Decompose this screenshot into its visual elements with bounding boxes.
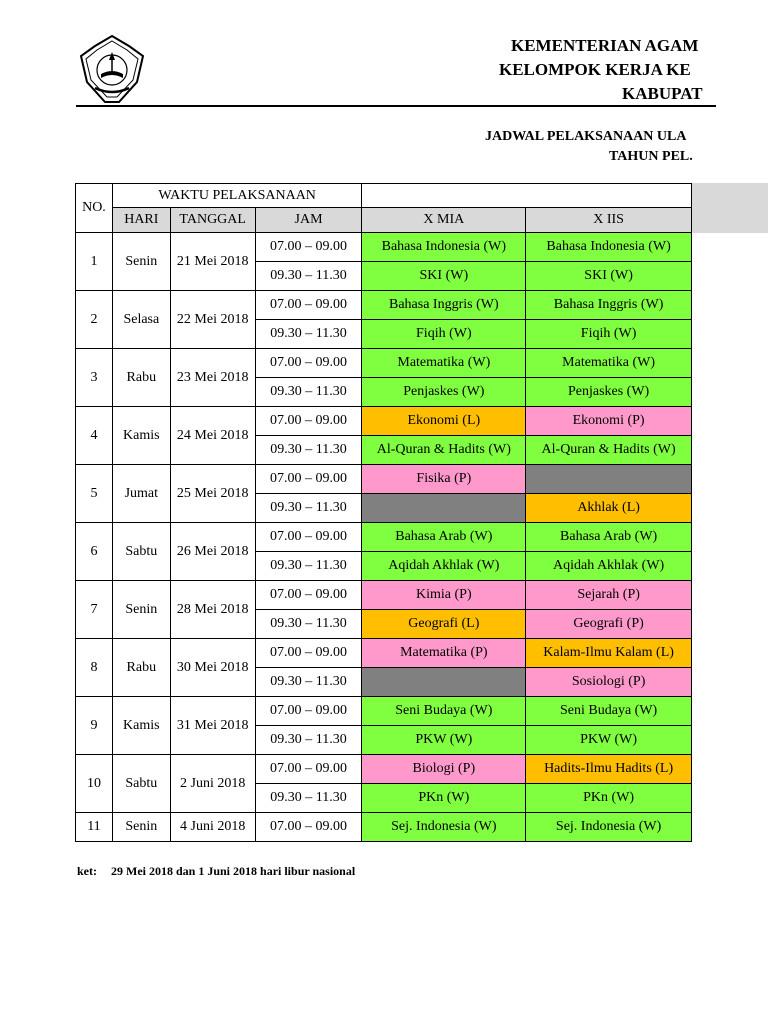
subject-x-iis: Sej. Indonesia (W) xyxy=(526,813,692,842)
exam-date: 24 Mei 2018 xyxy=(170,407,255,465)
subject-x-iis: Fiqih (W) xyxy=(526,320,692,349)
subject-x-mia: Sej. Indonesia (W) xyxy=(362,813,526,842)
subject-x-iis: Seni Budaya (W) xyxy=(526,697,692,726)
footnote-text: 29 Mei 2018 dan 1 Juni 2018 hari libur nasional xyxy=(111,864,356,878)
exam-time: 07.00 – 09.00 xyxy=(255,813,362,842)
exam-date: 25 Mei 2018 xyxy=(170,465,255,523)
exam-time: 09.30 – 11.30 xyxy=(255,668,362,697)
subject-x-iis: Hadits-Ilmu Hadits (L) xyxy=(526,755,692,784)
day-name: Rabu xyxy=(112,639,170,697)
exam-time: 07.00 – 09.00 xyxy=(255,407,362,436)
table-row xyxy=(76,581,692,610)
day-number: 6 xyxy=(76,523,113,581)
subject-x-iis: Akhlak (L) xyxy=(526,494,692,523)
subject-x-iis: Bahasa Arab (W) xyxy=(526,523,692,552)
table-row xyxy=(76,233,692,262)
day-name: Rabu xyxy=(112,349,170,407)
day-name: Kamis xyxy=(112,697,170,755)
subject-x-iis: PKW (W) xyxy=(526,726,692,755)
exam-time: 09.30 – 11.30 xyxy=(255,262,362,291)
subject-x-mia: Bahasa Arab (W) xyxy=(362,523,526,552)
day-number: 3 xyxy=(76,349,113,407)
subject-x-iis: Ekonomi (P) xyxy=(526,407,692,436)
table-row xyxy=(76,813,692,842)
day-number: 7 xyxy=(76,581,113,639)
exam-date: 28 Mei 2018 xyxy=(170,581,255,639)
exam-date: 30 Mei 2018 xyxy=(170,639,255,697)
ministry-emblem-icon xyxy=(79,34,145,104)
table-row xyxy=(76,465,692,494)
col-header-jam: JAM xyxy=(255,208,362,233)
schedule-body xyxy=(76,233,692,842)
day-name: Senin xyxy=(112,581,170,639)
subject-x-mia xyxy=(362,668,526,697)
subject-x-iis: Sejarah (P) xyxy=(526,581,692,610)
footnote xyxy=(77,864,355,879)
footnote-label: ket: xyxy=(77,864,97,878)
table-row xyxy=(76,291,692,320)
subject-x-iis xyxy=(526,465,692,494)
exam-time: 09.30 – 11.30 xyxy=(255,320,362,349)
exam-date: 31 Mei 2018 xyxy=(170,697,255,755)
table-row xyxy=(76,697,692,726)
exam-date: 23 Mei 2018 xyxy=(170,349,255,407)
exam-time: 07.00 – 09.00 xyxy=(255,581,362,610)
day-number: 5 xyxy=(76,465,113,523)
subject-x-mia: Bahasa Inggris (W) xyxy=(362,291,526,320)
day-number: 2 xyxy=(76,291,113,349)
subject-x-mia: Seni Budaya (W) xyxy=(362,697,526,726)
col-header-x-mia: X MIA xyxy=(362,208,526,233)
exam-date: 26 Mei 2018 xyxy=(170,523,255,581)
exam-time: 07.00 – 09.00 xyxy=(255,639,362,668)
subject-x-iis: Matematika (W) xyxy=(526,349,692,378)
day-name: Senin xyxy=(112,813,170,842)
subject-x-iis: PKn (W) xyxy=(526,784,692,813)
day-number: 4 xyxy=(76,407,113,465)
subject-x-mia: Geografi (L) xyxy=(362,610,526,639)
subject-x-iis: SKI (W) xyxy=(526,262,692,291)
subject-x-iis: Bahasa Inggris (W) xyxy=(526,291,692,320)
exam-time: 09.30 – 11.30 xyxy=(255,552,362,581)
exam-time: 09.30 – 11.30 xyxy=(255,726,362,755)
exam-time: 07.00 – 09.00 xyxy=(255,233,362,262)
academic-year-title: TAHUN PEL. xyxy=(609,149,693,164)
exam-time: 07.00 – 09.00 xyxy=(255,465,362,494)
exam-time: 07.00 – 09.00 xyxy=(255,755,362,784)
exam-time: 09.30 – 11.30 xyxy=(255,378,362,407)
subject-x-mia: Biologi (P) xyxy=(362,755,526,784)
day-name: Sabtu xyxy=(112,755,170,813)
day-name: Sabtu xyxy=(112,523,170,581)
subject-x-mia: Matematika (P) xyxy=(362,639,526,668)
day-name: Jumat xyxy=(112,465,170,523)
exam-time: 07.00 – 09.00 xyxy=(255,523,362,552)
table-row xyxy=(76,407,692,436)
col-header-hari: HARI xyxy=(112,208,170,233)
subject-x-mia: Penjaskes (W) xyxy=(362,378,526,407)
subject-x-iis: Sosiologi (P) xyxy=(526,668,692,697)
col-header-waktu: WAKTU PELAKSANAAN xyxy=(112,184,362,208)
exam-time: 09.30 – 11.30 xyxy=(255,610,362,639)
exam-time: 09.30 – 11.30 xyxy=(255,784,362,813)
table-row xyxy=(76,349,692,378)
subject-x-mia: Aqidah Akhlak (W) xyxy=(362,552,526,581)
subject-x-mia: SKI (W) xyxy=(362,262,526,291)
subject-x-iis: Bahasa Indonesia (W) xyxy=(526,233,692,262)
subject-x-mia xyxy=(362,494,526,523)
exam-schedule-table xyxy=(75,183,692,842)
table-row xyxy=(76,639,692,668)
exam-time: 07.00 – 09.00 xyxy=(255,697,362,726)
subject-x-iis: Penjaskes (W) xyxy=(526,378,692,407)
day-number: 8 xyxy=(76,639,113,697)
exam-date: 4 Juni 2018 xyxy=(170,813,255,842)
exam-time: 09.30 – 11.30 xyxy=(255,494,362,523)
subject-x-mia: Kimia (P) xyxy=(362,581,526,610)
col-header-no: NO. xyxy=(76,184,113,233)
day-name: Selasa xyxy=(112,291,170,349)
col-header-x-iis: X IIS xyxy=(526,208,692,233)
day-name: Senin xyxy=(112,233,170,291)
exam-time: 07.00 – 09.00 xyxy=(255,291,362,320)
exam-time: 09.30 – 11.30 xyxy=(255,436,362,465)
schedule-title: JADWAL PELAKSANAAN ULA xyxy=(485,129,687,144)
table-row xyxy=(76,523,692,552)
header-divider xyxy=(76,105,716,107)
working-group-name: KELOMPOK KERJA KE xyxy=(499,60,691,79)
regency-name: KABUPAT xyxy=(622,84,703,103)
col-header-class-group xyxy=(362,184,692,208)
subject-x-mia: Matematika (W) xyxy=(362,349,526,378)
exam-time: 07.00 – 09.00 xyxy=(255,349,362,378)
subject-x-iis: Kalam-Ilmu Kalam (L) xyxy=(526,639,692,668)
day-number: 10 xyxy=(76,755,113,813)
subject-x-iis: Aqidah Akhlak (W) xyxy=(526,552,692,581)
exam-date: 2 Juni 2018 xyxy=(170,755,255,813)
exam-date: 22 Mei 2018 xyxy=(170,291,255,349)
subject-x-mia: PKn (W) xyxy=(362,784,526,813)
day-number: 11 xyxy=(76,813,113,842)
subject-x-mia: PKW (W) xyxy=(362,726,526,755)
day-number: 1 xyxy=(76,233,113,291)
day-name: Kamis xyxy=(112,407,170,465)
subject-x-mia: Al-Quran & Hadits (W) xyxy=(362,436,526,465)
subject-x-mia: Ekonomi (L) xyxy=(362,407,526,436)
page-margin-strip xyxy=(692,183,768,233)
table-row xyxy=(76,755,692,784)
subject-x-iis: Geografi (P) xyxy=(526,610,692,639)
ministry-name: KEMENTERIAN AGAM xyxy=(511,36,699,55)
subject-x-iis: Al-Quran & Hadits (W) xyxy=(526,436,692,465)
exam-date: 21 Mei 2018 xyxy=(170,233,255,291)
subject-x-mia: Fiqih (W) xyxy=(362,320,526,349)
subject-x-mia: Bahasa Indonesia (W) xyxy=(362,233,526,262)
subject-x-mia: Fisika (P) xyxy=(362,465,526,494)
day-number: 9 xyxy=(76,697,113,755)
col-header-tanggal: TANGGAL xyxy=(170,208,255,233)
